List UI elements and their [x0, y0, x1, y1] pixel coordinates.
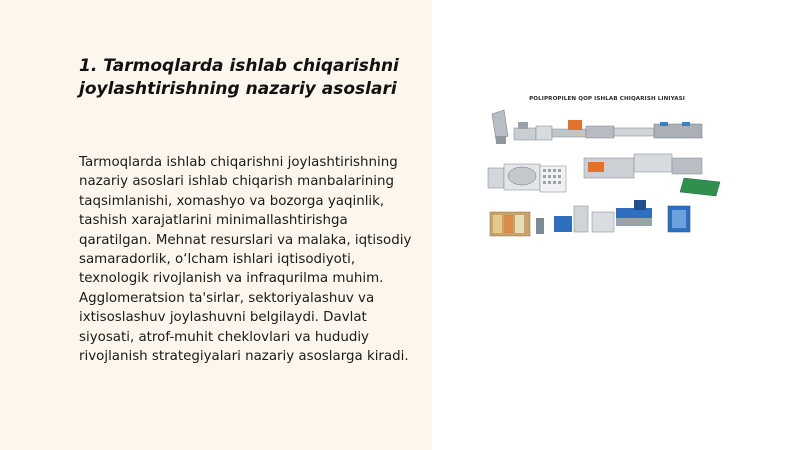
image-caption: POLIPROPILEN QOP ISHLAB CHIQARISH LINIYASI: [529, 96, 685, 102]
lamination-machine: [584, 154, 720, 196]
extrusion-line-machine: [492, 110, 702, 144]
slide-body-text: Tarmoqlarda ishlab chiqarishni joylashtirishning nazariy asoslari ishlab chiqarish manbalarining taqsimlanishi, xomashyo va bozorga yaqinlik, tashish xarajatlarini minimallashtirishga qaratilgan. Mehnat resurslari va malaka, iqtisodiy samaradorlik, o‘lcham ishlari iqtisodiyoti, texnologik rivojlanish va infraqurilma muhim. Agglomeratsion ta'sirlar, sektoriyalashuv va ixtisoslashuv joylashuvni belgilaydi. Davlat siyosati, atrof-muhit cheklovlari va hududiy rivojlanish strategiyalari nazariy asoslarga kiradi.: [79, 155, 412, 365]
production-line-image: [484, 96, 730, 244]
machinery-illustration: [484, 96, 730, 244]
finished-bags: [490, 212, 544, 236]
recycling-extruder: [554, 200, 690, 232]
circular-loom-machine: [488, 164, 566, 192]
slide-title: 1. Tarmoqlarda ishlab chiqarishni joylashtirishning nazariy asoslari: [79, 56, 399, 99]
